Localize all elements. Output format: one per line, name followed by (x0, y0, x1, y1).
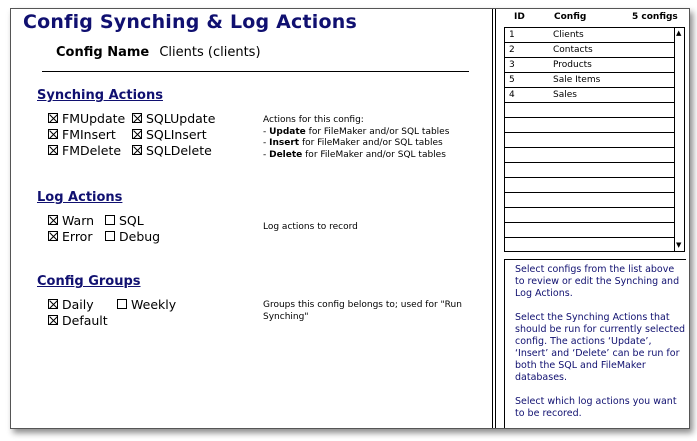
weekly-checkbox[interactable]: Weekly (117, 296, 176, 312)
fmdelete-checkbox[interactable]: FMDelete (48, 142, 121, 158)
scroll-down-arrow-icon[interactable]: ▼ (676, 241, 682, 249)
sqlupdate-checkbox[interactable]: SQLUpdate (132, 110, 215, 126)
empty-row (505, 238, 680, 252)
empty-row (505, 223, 680, 238)
sqlinsert-checkbox[interactable]: SQLInsert (132, 126, 207, 142)
column-header-config: Config (554, 12, 587, 22)
column-header-id: ID (514, 12, 525, 22)
empty-row (505, 103, 680, 118)
empty-row (505, 178, 680, 193)
list-item[interactable]: 2 Contacts (505, 43, 680, 58)
default-checkbox[interactable]: Default (48, 312, 108, 328)
instructions-text: Select configs from the list above to review or edit the Synching and Log Actions. Select the Synching Actions that should be run for currently selected config. The actions ‘Update’, ‘Insert’ and ‘Delete’ can be run for both the SQL and FileMaker databases. Select which log actions you want to be recored. (504, 259, 686, 428)
sqldelete-checkbox[interactable]: SQLDelete (132, 142, 212, 158)
list-item[interactable]: 4 Sales (505, 88, 680, 103)
page-title: Config Synching & Log Actions (23, 11, 357, 33)
empty-row (505, 133, 680, 148)
synching-help-text: Actions for this config: - Update for FileMaker and/or SQL tables - Insert for FileMaker and/or SQL tables - Delete for FileMaker and/or SQL tables (263, 115, 450, 160)
config-list[interactable] (504, 27, 681, 252)
daily-checkbox[interactable]: Daily (48, 296, 94, 312)
divider-line (42, 71, 469, 72)
empty-row (505, 118, 680, 133)
empty-row (505, 193, 680, 208)
fminsert-checkbox[interactable]: FMInsert (48, 126, 116, 142)
config-name-row (56, 45, 261, 60)
list-scrollbar[interactable] (674, 27, 685, 252)
empty-row (505, 163, 680, 178)
list-item[interactable]: 3 Products (505, 58, 680, 73)
config-count: 5 configs (632, 12, 678, 22)
empty-row (505, 208, 680, 223)
empty-row (505, 148, 680, 163)
error-checkbox[interactable]: Error (48, 228, 92, 244)
log-actions-heading: Log Actions (37, 190, 123, 205)
scroll-up-arrow-icon[interactable]: ▲ (676, 29, 682, 37)
list-header (504, 9, 690, 27)
warn-checkbox[interactable]: Warn (48, 212, 94, 228)
groups-help-text: Groups this config belongs to; used for "Run Synching" (263, 300, 462, 322)
synching-actions-heading: Synching Actions (37, 88, 163, 103)
sql-checkbox[interactable]: SQL (105, 212, 144, 228)
config-groups-heading: Config Groups (37, 274, 141, 289)
debug-checkbox[interactable]: Debug (105, 228, 160, 244)
window (10, 8, 690, 429)
fmupdate-checkbox[interactable]: FMUpdate (48, 110, 125, 126)
list-item[interactable]: 5 Sale Items (505, 73, 680, 88)
config-name-value: Clients (clients) (159, 45, 261, 60)
configs-panel (496, 9, 689, 428)
config-panel (11, 9, 492, 428)
list-item[interactable]: 1 Clients (505, 28, 680, 43)
config-name-label: Config Name (56, 45, 150, 60)
log-help-text: Log actions to record (263, 222, 358, 232)
